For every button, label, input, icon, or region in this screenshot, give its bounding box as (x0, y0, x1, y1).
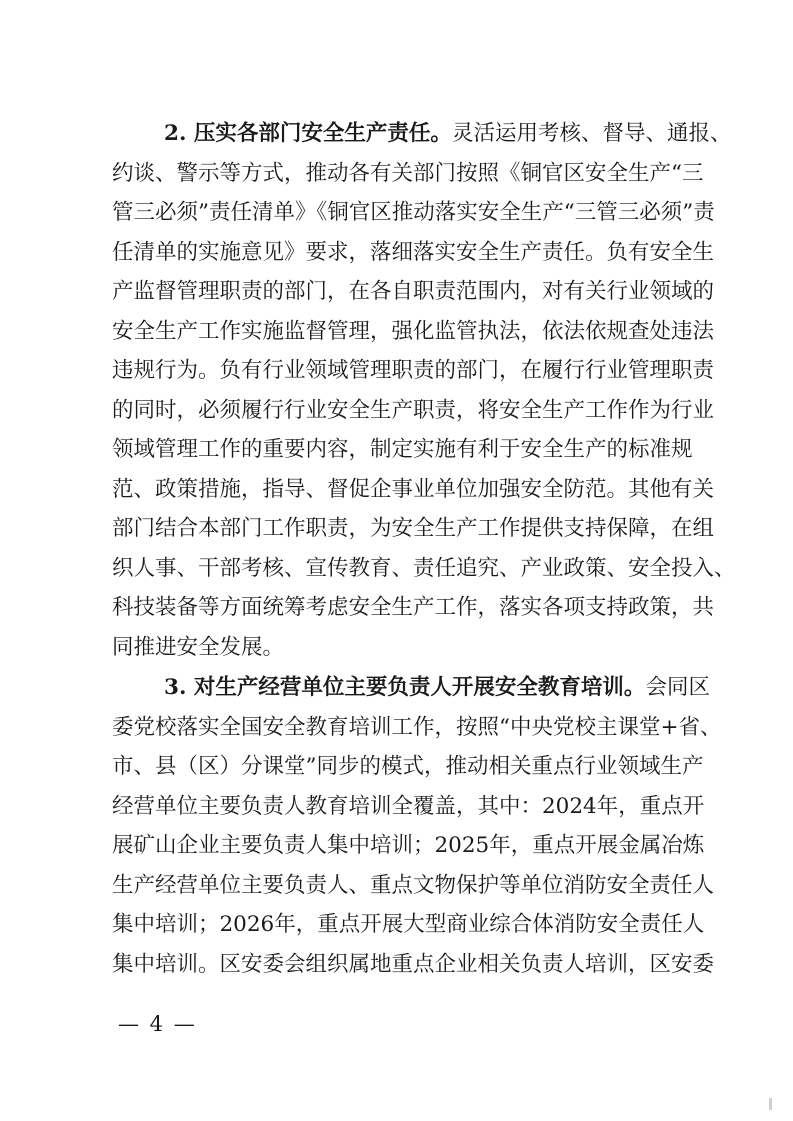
paragraph-line: 同推进安全发展。 (112, 634, 285, 660)
paragraph-line: 经营单位主要负责人教育培训全覆盖，其中：2024年，重点开 (112, 793, 705, 819)
paragraph-line: 集中培训。区安委会组织属地重点企业相关负责人培训，区安委 (112, 951, 715, 977)
paragraph-text: 灵活运用考核、督导、通报、 (451, 121, 732, 146)
paragraph-line: 市、县（区）分课堂”同步的模式，推动相关重点行业领域生产 (112, 754, 704, 779)
paragraph-line: 委党校落实全国安全教育培训工作，按照“中央党校主课堂+省、 (112, 714, 722, 740)
paragraph-line: 领域管理工作的重要内容，制定实施有利于安全生产的标准规 (112, 437, 693, 462)
paragraph-line: 安全生产工作实施监督管理，强化监管执法，依法依规查处违法 (112, 318, 715, 344)
paragraph-line: 的同时，必须履行行业安全生产职责，将安全生产工作作为行业 (112, 397, 715, 423)
paragraph-line: 展矿山企业主要负责人集中培训；2025年，重点开展金属冶炼 (112, 833, 705, 858)
paragraph-department-responsibility (112, 114, 736, 667)
scan-edge-mark (769, 1098, 772, 1110)
paragraph-line: 范、政策措施，指导、督促企事业单位加强安全防范。其他有关 (112, 476, 715, 502)
paragraph-line: 产监督管理职责的部门，在各自职责范围内，对有关行业领域的 (112, 279, 715, 304)
paragraph-line: 任清单的实施意见》要求，落细落实安全生产责任。负有安全生 (112, 239, 715, 265)
paragraph-text: 会同区 (645, 675, 710, 700)
paragraph-heading: 3. 对生产经营单位主要负责人开展安全教育培训。 (164, 675, 646, 700)
page-number: — 4 — (118, 1012, 197, 1036)
paragraph-line: 科技装备等方面统筹考虑安全生产工作，落实各项支持政策，共 (112, 595, 715, 620)
paragraph-line: 集中培训；2026年，重点开展大型商业综合体消防安全责任人 (112, 912, 705, 937)
paragraph-line: 约谈、警示等方式，推动各有关部门按照《铜官区安全生产“三 (112, 160, 704, 186)
paragraph-first-line (112, 668, 710, 708)
paragraph-safety-training (112, 668, 722, 984)
paragraph-line: 管三必须”责任清单》《铜官区推动落实安全生产“三管三必须”责 (112, 200, 715, 225)
paragraph-line: 生产经营单位主要负责人、重点文物保护等单位消防安全责任人 (112, 872, 715, 898)
paragraph-line: 部门结合本部门工作职责，为安全生产工作提供支持保障，在组 (112, 516, 715, 541)
paragraph-heading: 2. 压实各部门安全生产责任。 (164, 121, 452, 146)
paragraph-line: 违规行为。负有行业领域管理职责的部门，在履行行业管理职责 (112, 358, 715, 383)
paragraph-first-line (112, 114, 732, 154)
paragraph-line: 织人事、干部考核、宣传教育、责任追究、产业政策、安全投入、 (112, 555, 736, 581)
